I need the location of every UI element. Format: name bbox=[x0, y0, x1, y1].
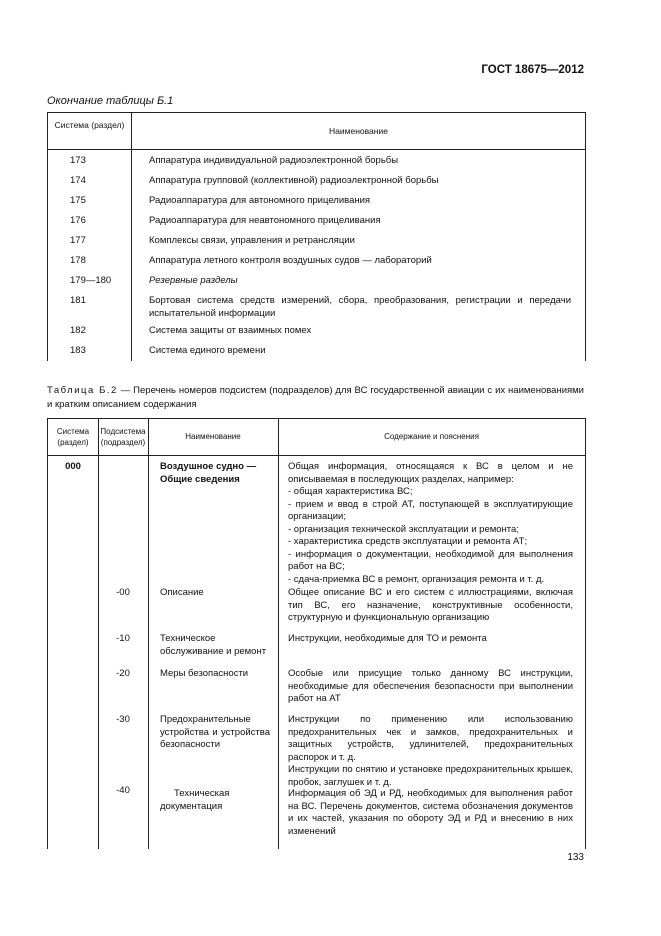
table2-name: Воздушное судно — Общие сведения bbox=[160, 461, 257, 485]
table1-header-system: Система (раздел) bbox=[54, 120, 125, 130]
table2-name: Описание bbox=[160, 587, 204, 598]
table2 bbox=[47, 418, 586, 849]
table2-content: Общая информация, относящаяся к ВС в целом и не описываемая в последующих разделах, например: - общая характеристика ВС; - прием и ввод в строй АТ, поступающей в эксплуатирующие организации; - организация технической эксплуатации и ремонта; - характеристика средств эксплуатации и ремонта АТ; - информация о документации, необходимой для выполнения работ на ВС; - сдача-приемка ВС в ремонт, организация ремонта и т. д. bbox=[288, 461, 573, 585]
table2-content: Особые или присущие только данному ВС инструкции, необходимые для обеспечения безопасности при выполнении работ на АТ bbox=[288, 668, 573, 704]
table1-column-divider bbox=[131, 113, 132, 361]
table2-column-divider bbox=[278, 419, 279, 849]
table2-column-divider bbox=[148, 419, 149, 849]
table2-subsystem-code: -20 bbox=[116, 668, 130, 679]
table2-caption-text: — Перечень номеров подсистем (подразделов) для ВС государственной авиации с их наименованиями и кратким описанием содержания bbox=[47, 385, 584, 410]
table1-name: Аппаратура летного контроля воздушных судов — лабораторий bbox=[149, 255, 432, 266]
table1-code: 181 bbox=[70, 295, 86, 306]
table1-code: 182 bbox=[70, 325, 86, 336]
table1-header-name: Наименование bbox=[329, 126, 388, 136]
table2-subsystem-code: -30 bbox=[116, 714, 130, 725]
table2-content: Инструкции, необходимые для ТО и ремонта bbox=[288, 633, 487, 644]
page-number: 133 bbox=[567, 852, 584, 863]
table1-header-divider bbox=[48, 149, 585, 150]
table1-code: 175 bbox=[70, 195, 86, 206]
table1-code: 177 bbox=[70, 235, 86, 246]
table1-name: Аппаратура групповой (коллективной) радиоэлектронной борьбы bbox=[149, 175, 439, 186]
table2-caption-label: Таблица Б.2 bbox=[47, 385, 118, 396]
table2-subsystem-code: -10 bbox=[116, 633, 130, 644]
table1-name: Система единого времени bbox=[149, 345, 266, 356]
table1-name: Радиоаппаратура для автономного прицеливания bbox=[149, 195, 371, 206]
table2-content: Общее описание ВС и его систем с иллюстрациями, включая тип ВС, его назначение, конструктивные особенности, структурную и функциональную организацию bbox=[288, 587, 573, 623]
table2-content: Инструкции по применению или использованию предохранительных чек и замков, предохранительных и защитных устройств, удлинителей, предохранительных распорок и т. д. Инструкции по снятию и установке предохранительных крышек, пробок, заглушек и т. д. bbox=[288, 714, 573, 788]
table2-subsystem-code: -40 bbox=[116, 785, 130, 796]
table1-code: 176 bbox=[70, 215, 86, 226]
table1-name: Система защиты от взаимных помех bbox=[149, 325, 312, 336]
table1-code: 173 bbox=[70, 155, 86, 166]
table2-header-subsystem: Подсистема (подраздел) bbox=[100, 427, 146, 447]
table2-header-divider bbox=[48, 455, 585, 456]
table1 bbox=[47, 112, 586, 361]
standard-number: ГОСТ 18675—2012 bbox=[481, 64, 584, 76]
table1-caption: Окончание таблицы Б.1 bbox=[47, 95, 174, 107]
table2-name: Техническое обслуживание и ремонт bbox=[160, 633, 267, 657]
table1-code: 174 bbox=[70, 175, 86, 186]
table2-caption bbox=[47, 384, 584, 411]
table2-name: Техническая документация bbox=[160, 788, 230, 812]
table1-code: 179—180 bbox=[70, 275, 112, 286]
table1-name: Аппаратура индивидуальной радиоэлектронной борьбы bbox=[149, 155, 399, 166]
table2-name: Меры безопасности bbox=[160, 668, 249, 679]
table1-name: Комплексы связи, управления и ретрансляции bbox=[149, 235, 355, 246]
table1-code: 178 bbox=[70, 255, 86, 266]
table1-name: Резервные разделы bbox=[149, 275, 238, 286]
table1-code: 183 bbox=[70, 345, 86, 356]
table2-name: Предохранительные устройства и устройства безопасности bbox=[160, 714, 270, 750]
table2-header-name: Наименование bbox=[185, 432, 241, 441]
table2-header-content: Содержание и пояснения bbox=[384, 432, 479, 441]
table2-header-system: Система (раздел) bbox=[56, 427, 90, 447]
table2-subsystem-code: -00 bbox=[116, 587, 130, 598]
table2-content: Информация об ЭД и РД, необходимых для выполнения работ на ВС. Перечень документов, система обозначения документов и их частей, указания по обороту ЭД и РД и внесению в них изменений bbox=[288, 788, 573, 837]
table1-name: Радиоаппаратура для неавтономного прицеливания bbox=[149, 215, 381, 226]
table2-system-code: 000 bbox=[65, 461, 81, 472]
table1-name: Бортовая система средств измерений, сбора, преобразования, регистрации и передачи испытательной информации bbox=[149, 295, 571, 319]
